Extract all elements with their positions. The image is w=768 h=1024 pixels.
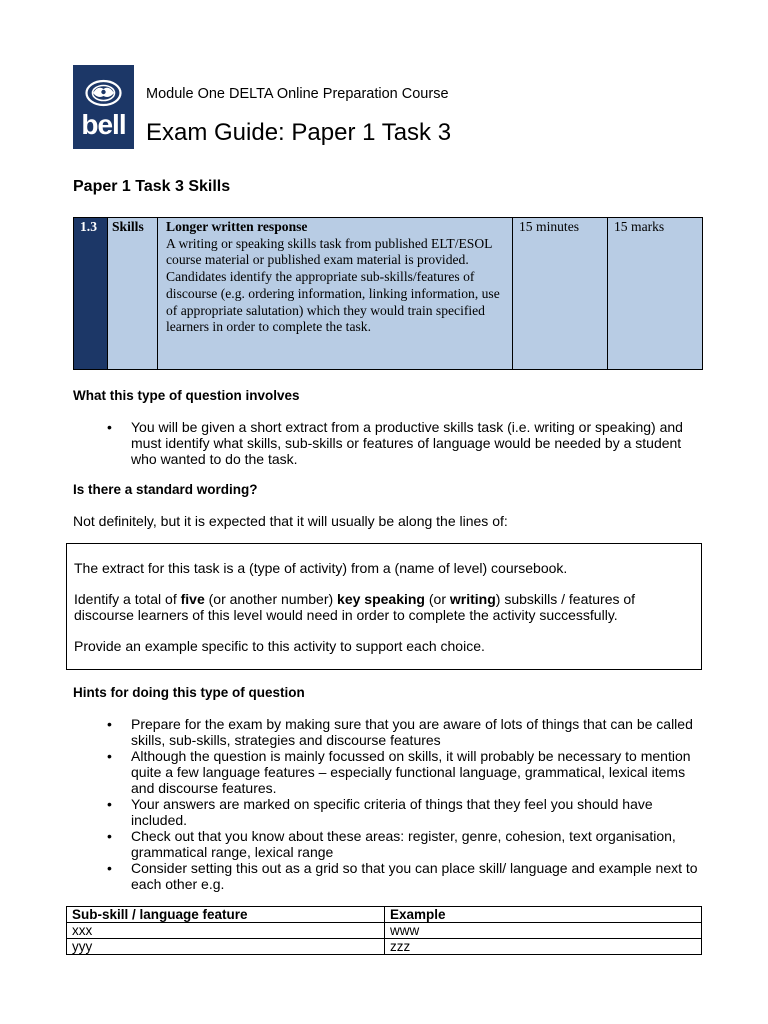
table-cell: www [385, 923, 702, 939]
box-line-2: Identify a total of five (or another number) key speaking (or writing) subskills / features of discourse learners of this level would need in order to complete the activity successfully. [74, 591, 636, 623]
description-cell [157, 218, 512, 369]
box-border [701, 655, 702, 669]
task-number-cell: 1.3 [74, 218, 107, 369]
hints-list [73, 716, 703, 892]
description-text-1: A writing or speaking skills task from published ELT/ESOL course material or published exam material is provided. [166, 235, 492, 268]
table-row [67, 923, 702, 939]
list-item: • Prepare for the exam by making sure that you are aware of lots of things that can be called skills, sub-skills, strategies and discourse features [73, 716, 703, 748]
hints-heading: Hints for doing this type of question [73, 685, 305, 700]
standard-wording-box [66, 543, 702, 655]
wording-heading: Is there a standard wording? [73, 482, 258, 497]
bell-emblem-icon [73, 65, 134, 115]
category-cell: Skills [107, 218, 157, 369]
table-cell: xxx [67, 923, 385, 939]
table-row [67, 939, 702, 955]
list-item: • Although the question is mainly focussed on skills, it will probably be necessary to mention quite a few language features – especially functional language, grammatical, lexical items and discourse features. [73, 748, 703, 796]
box-line-1: The extract for this task is a (type of activity) from a (name of level) coursebook. [74, 560, 568, 576]
table-cell: yyy [67, 939, 385, 955]
involves-list [73, 419, 703, 467]
description-text-2: Candidates identify the appropriate sub-skills/features of discourse (e.g. ordering information, linking information, use of appropriate salutation) which they would train specified learners in order to complete the task. [166, 269, 500, 335]
list-item: • Your answers are marked on specific criteria of things that they feel you should have included. [73, 796, 703, 828]
box-border [66, 669, 702, 670]
involves-heading: What this type of question involves [73, 388, 300, 403]
task-title: Longer written response [166, 219, 308, 234]
column-header: Sub-skill / language feature [67, 907, 385, 923]
list-item: • You will be given a short extract from a productive skills task (i.e. writing or speaking) and must identify what skills, sub-skills or features of language would be needed by a student who wanted to do the task. [73, 419, 703, 467]
module-title: Module One DELTA Online Preparation Course [146, 86, 449, 102]
bell-logo [73, 65, 134, 149]
table-cell: zzz [385, 939, 702, 955]
column-header: Example [385, 907, 702, 923]
marks-cell: 15 marks [607, 218, 702, 369]
box-border [66, 655, 67, 669]
box-line-3: Provide an example specific to this activity to support each choice. [74, 638, 485, 654]
list-item: • Consider setting this out as a grid so that you can place skill/ language and example next to each other e.g. [73, 860, 703, 892]
page-title: Exam Guide: Paper 1 Task 3 [146, 119, 452, 146]
table-header-row [67, 907, 702, 923]
logo-text: bell [81, 109, 126, 140]
example-grid [66, 906, 702, 955]
skills-table [73, 217, 703, 370]
time-cell: 15 minutes [512, 218, 607, 369]
wording-intro: Not definitely, but it is expected that it will usually be along the lines of: [73, 513, 508, 529]
list-item: • Check out that you know about these areas: register, genre, cohesion, text organisation, grammatical range, lexical range [73, 828, 703, 860]
section-heading: Paper 1 Task 3 Skills [73, 178, 231, 195]
